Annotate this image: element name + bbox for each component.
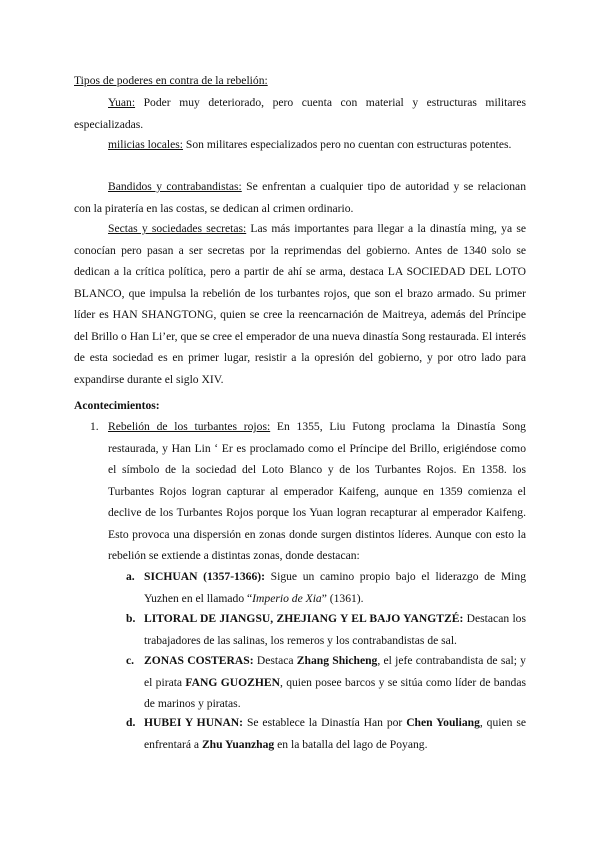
zone-item — [144, 608, 526, 651]
zone-letter: d. — [126, 716, 136, 729]
power-term: Sectas y sociedades secretas: — [108, 222, 247, 235]
zone-italic: Imperio de Xia — [252, 591, 322, 605]
power-paragraph-sectas — [74, 218, 526, 390]
power-text: Son militares especializados pero no cuentan con estructuras potentes. — [183, 138, 512, 151]
event-paragraph — [108, 416, 526, 567]
power-term: Yuan: — [108, 96, 136, 109]
zone-emphasis: HUBEI Y HUNAN: — [144, 716, 244, 729]
zone-letter: b. — [126, 612, 136, 625]
zone-text: ” (1361). — [321, 591, 364, 605]
zone-text: Destacan los trabajadores de las salinas, los remeros y los contrabandistas de sal. — [144, 612, 526, 647]
zone-emphasis: SICHUAN (1357-1366): — [144, 570, 265, 583]
power-text: Poder muy deteriorado, pero cuenta con material y estructuras militares especializadas. — [74, 96, 526, 131]
zone-text: , quien se enfrentará a — [144, 716, 526, 751]
power-paragraph-yuan — [74, 92, 526, 135]
section-heading: Tipos de poderes en contra de la rebelión: — [74, 74, 268, 87]
zone-text: , quien posee barcos y se sitúa como líder de bandas de marinos y piratas. — [144, 675, 526, 710]
power-paragraph-bandidos — [74, 176, 526, 219]
zone-text: Sigue un camino propio bajo el liderazgo de Ming Yuzhen en el llamado “ — [144, 570, 526, 605]
event-number: 1. — [90, 420, 99, 433]
zone-item — [144, 712, 526, 755]
zone-text: , el jefe contrabandista de sal; y el pirata — [144, 654, 526, 689]
zone-emphasis: ZONAS COSTERAS: — [144, 654, 254, 667]
zone-item — [144, 566, 526, 609]
zone-emphasis: Zhu Yuanzhag — [201, 737, 275, 751]
power-term: Bandidos y contrabandistas: — [108, 180, 242, 193]
zone-item — [144, 650, 526, 715]
power-term: milicias locales: — [108, 138, 184, 151]
zone-emphasis: FANG GUOZHEN — [185, 675, 280, 689]
power-text: Las más importantes para llegar a la dinastía ming, ya se conocían pero pasan a ser secretas por la reprimendas del gobierno. Antes de 1340 solo se dedican a la crítica política, pero a partir de ahí se arma, destaca LA SOCIEDAD DEL LOTO BLANCO, que impulsa la rebelión de los turbantes rojos, que son el brazo armado. Su primer líder es HAN SHANGTONG, quien se cree la reencarnación de Maitreya, además del Príncipe del Brillo o Han Li’er, que se cree el emperador de una nueva dinastía Song restaurada. El interés de esta sociedad es en primer lugar, resistir a la opresión del gobierno, y por otro lado para expandirse durante el siglo XIV. — [74, 222, 526, 386]
event-term: Rebelión de los turbantes rojos: — [108, 420, 271, 433]
zone-text: Se establece la Dinastía Han por — [243, 716, 407, 729]
zone-letter: c. — [126, 654, 135, 667]
zone-emphasis: Zhang Shicheng — [296, 654, 378, 667]
zone-text: en la batalla del lago de Poyang. — [274, 737, 428, 751]
power-text: Se enfrentan a cualquier tipo de autoridad y se relacionan con la piratería en las costas, se dedican al crimen ordinario. — [74, 180, 527, 215]
events-title: Acontecimientos: — [74, 399, 160, 412]
zone-text: Destaca — [253, 654, 297, 667]
zone-emphasis: LITORAL DE JIANGSU, ZHEJIANG Y EL BAJO YANGTZÉ: — [144, 612, 464, 625]
zone-emphasis: Chen Youliang — [406, 716, 480, 729]
event-text: En 1355, Liu Futong proclama la Dinastía Song restaurada, y Han Lin ‘ Er es proclamado como el Príncipe del Brillo, erigiéndose como el símbolo de la sociedad del Loto Blanco y de los Turbantes Rojos. En 1358. los Turbantes Rojos logran capturar al emperador Kaifeng, aunque en 1359 comienza el declive de los Turbantes Rojos porque los Yuan logran recapturar al emperador Kaifeng. Esto provoca una dispersión en zonas donde surgen distintos líderes. Aunque con esto la rebelión se extiende a distintas zonas, donde destacan: — [108, 420, 526, 562]
zone-letter: a. — [126, 570, 135, 583]
power-paragraph-milicias — [74, 134, 526, 156]
